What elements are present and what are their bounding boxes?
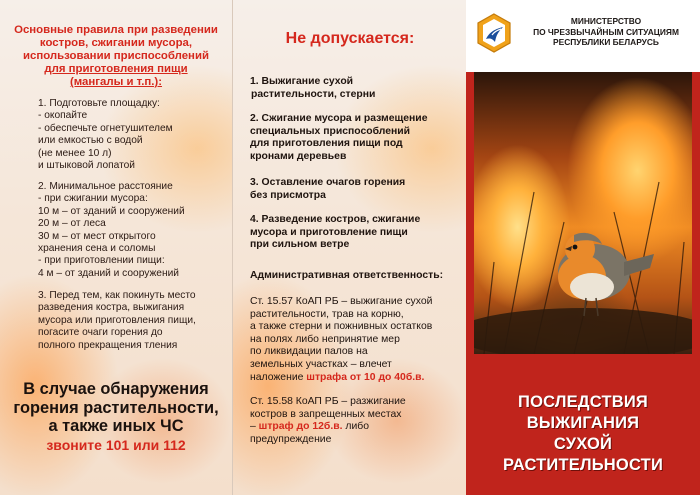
prohibitions-panel [232,0,467,495]
rule-prepare-site: 1. Подготовьте площадку: - окопайте - обеспечьте огнетушителем или емкостью с водой (не менее 10 л) и штыковой лопатой [38,98,173,172]
rules-panel [0,0,232,495]
cover-title: ПОСЛЕДСТВИЯ ВЫЖИГАНИЯ СУХОЙ РАСТИТЕЛЬНОСТИ [502,393,664,474]
fine-amount: штраф до 12б.в. [258,421,343,433]
prohibition-item: 1. Выжигание сухой растительности, стерни [250,76,376,100]
article-15-58: Ст. 15.58 КоАП РБ – разжигание костров в запрещенных местах – штраф до 12б.в. либо предупреждение [250,396,406,445]
article-15-57: Ст. 15.57 КоАП РБ – выжигание сухой растительности, трав на корню, а также стерни и пожнивных остатков на полях либо непринятие мер по ликвидации палов на земельных участках – влечет наложение штрафа от 10 до 40б.в. [250,296,433,383]
rules-title: Основные правила при разведении костров, сжигании мусора, использовании приспособлений для приготовления пищи (мангалы и т.п.): [14,24,218,88]
prohibition-item: 2. Сжигание мусора и размещение специальных приспособлений для приготовления пищи под кронами деревьев [250,113,428,162]
emergency-phone-numbers: звоните 101 или 112 [46,436,186,453]
prohibition-item: 4. Разведение костров, сжигание мусора и приготовление пищи при сильном ветре [250,214,421,251]
ministry-header [466,0,700,72]
rule-before-leaving: 3. Перед тем, как покинуть место разведения костра, выжигания мусора или приготовления пищи, погасите очаги горения до полного прекращения тления [38,290,196,351]
prohibition-item: 3. Оставление очагов горения без присмотра [250,177,406,201]
robin-in-fire-photo [474,72,692,354]
fine-amount: штрафа от 10 до 40б.в. [306,371,425,383]
prohibitions-heading: Не допускается: [285,30,415,47]
cover-panel [466,0,700,495]
ministry-name: МИНИСТЕРСТВО ПО ЧРЕЗВЫЧАЙНЫМ СИТУАЦИЯМ РЕСПУБЛИКИ БЕЛАРУСЬ [533,16,679,48]
mchs-emblem-icon [476,13,512,53]
admin-responsibility-heading: Административная ответственность: [250,270,444,281]
emergency-call-block: В случае обнаружения горения растительности, а также иных ЧС звоните 101 или 112 [4,380,228,454]
robin-bird-icon [474,72,692,354]
rule-min-distance: 2. Минимальное расстояние - при сжигании мусора: 10 м – от зданий и сооружений 20 м – от леса 30 м – от мест открытого хранения сена и соломы - при приготовлении пищи: 4 м – от зданий и сооружений [38,181,185,279]
